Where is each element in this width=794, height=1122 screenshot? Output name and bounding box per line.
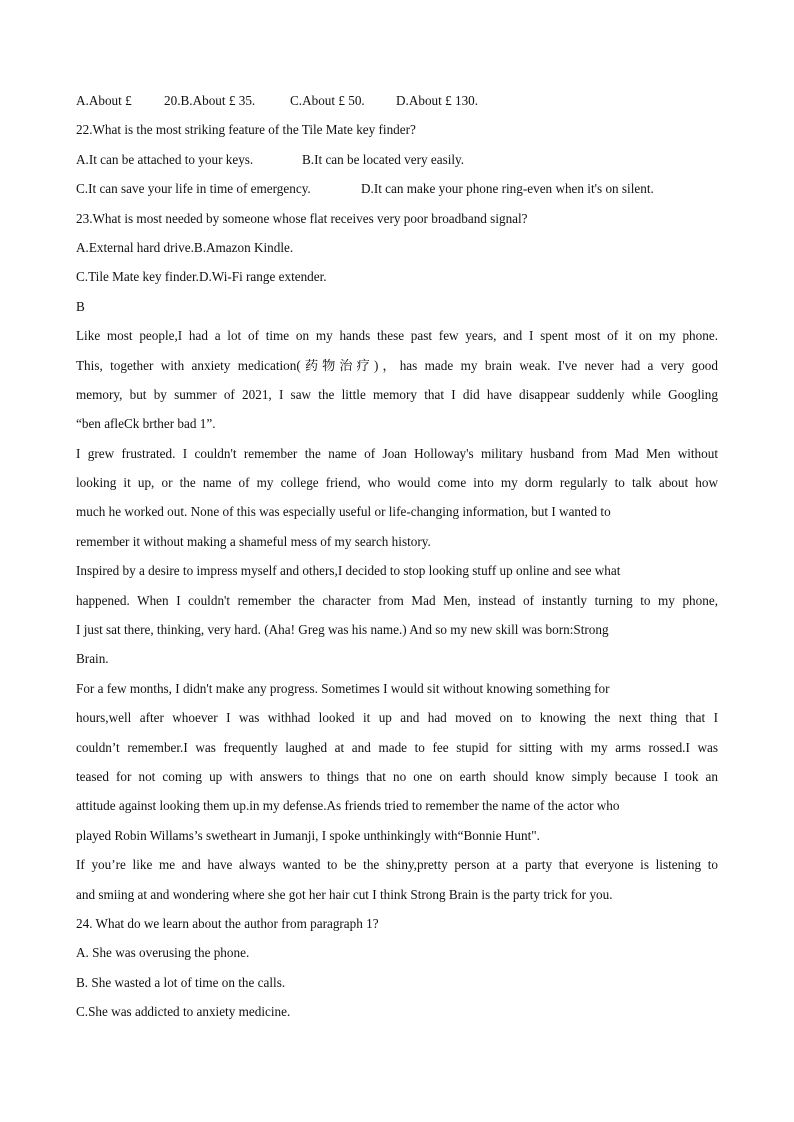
q21-option-a: A.About £ [76, 93, 132, 108]
passage-line: memory, but by summer of 2021, I saw the little memory that I did have disappear suddenly while Googling [76, 386, 718, 402]
passage-line: If you’re like me and have always wanted to be the shiny,pretty person at a party that everyone is listening to [76, 857, 718, 873]
q22-option-a: A.It can be attached to your keys. [76, 151, 254, 167]
q23-stem: 23.What is most needed by someone whose flat receives very poor broadband signal? [76, 210, 528, 226]
passage-line: Like most people,I had a lot of time on my hands these past few years, and I spent most of it on my phone. [76, 328, 718, 344]
q23-options-ab: A.External hard drive.B.Amazon Kindle. [76, 239, 294, 255]
q21-option-b: 20.B.About £ 35. [164, 93, 256, 108]
passage-line: For a few months, I didn't make any progress. Sometimes I would sit without knowing something for [76, 680, 610, 696]
passage-line: “ben afleCk brther bad 1”. [76, 416, 216, 432]
q24-stem: 24. What do we learn about the author from paragraph 1? [76, 915, 379, 931]
q21-options [76, 86, 718, 115]
passage-line: much he worked out. None of this was especially useful or life-changing information, but I wanted to [76, 504, 611, 520]
passage-line: hours,well after whoever I was withhad looked it up and had moved on to knowing the next thing that I [76, 710, 718, 726]
passage-line: attitude against looking them up.in my defense.As friends tried to remember the name of the actor who [76, 798, 620, 814]
section-label: B [76, 298, 85, 314]
passage-line: played Robin Willams’s swetheart in Jumanji, I spoke unthinkingly with“Bonnie Hunt". [76, 827, 540, 843]
passage-line: couldn’t remember.I was frequently laughed at and made to fee stupid for sitting with my arms rossed.I was [76, 739, 718, 755]
q22-options-cd [76, 174, 718, 203]
q23-options-cd: C.Tile Mate key finder.D.Wi-Fi range extender. [76, 269, 327, 285]
passage-line: I just sat there, thinking, very hard. (Aha! Greg was his name.) And so my new skill was born:Strong [76, 622, 609, 638]
passage-line: This, together with anxiety medication(药物治疗)，has made my brain weak. I've never had a very good [76, 357, 718, 373]
passage-line: and smiing at and wondering where she got her hair cut I think Strong Brain is the party trick for you. [76, 886, 613, 902]
passage-line: happened. When I couldn't remember the character from Mad Men, instead of instantly turning to my phone, [76, 592, 718, 608]
q21-option-c: C.About £ 50. [290, 93, 365, 108]
q22-option-b: B.It can be located very easily. [302, 151, 465, 167]
passage-line: Inspired by a desire to impress myself and others,I decided to stop looking stuff up online and see what [76, 563, 621, 579]
q21-option-d: D.About £ 130. [396, 93, 479, 108]
q22-option-d: D.It can make your phone ring-even when it's on silent. [361, 181, 654, 197]
q22-stem: 22.What is the most striking feature of the Tile Mate key finder? [76, 122, 416, 138]
passage-line: Brain. [76, 651, 109, 667]
q22-options-ab [76, 145, 718, 174]
passage-line: looking it up, or the name of my college friend, who would come into my dorm regularly to talk about how [76, 475, 718, 491]
q24-option-b: B. She wasted a lot of time on the calls. [76, 974, 286, 990]
q24-option-a: A. She was overusing the phone. [76, 945, 250, 961]
passage-line: teased for not coming up with answers to things that no one on earth should know simply because I took an [76, 768, 718, 784]
q24-option-c: C.She was addicted to anxiety medicine. [76, 1004, 291, 1020]
document-content [76, 86, 718, 1027]
passage-line: I grew frustrated. I couldn't remember the name of Joan Holloway's military husband from Mad Men without [76, 445, 718, 461]
q22-option-c: C.It can save your life in time of emergency. [76, 181, 311, 197]
passage-line: remember it without making a shameful mess of my search history. [76, 533, 431, 549]
